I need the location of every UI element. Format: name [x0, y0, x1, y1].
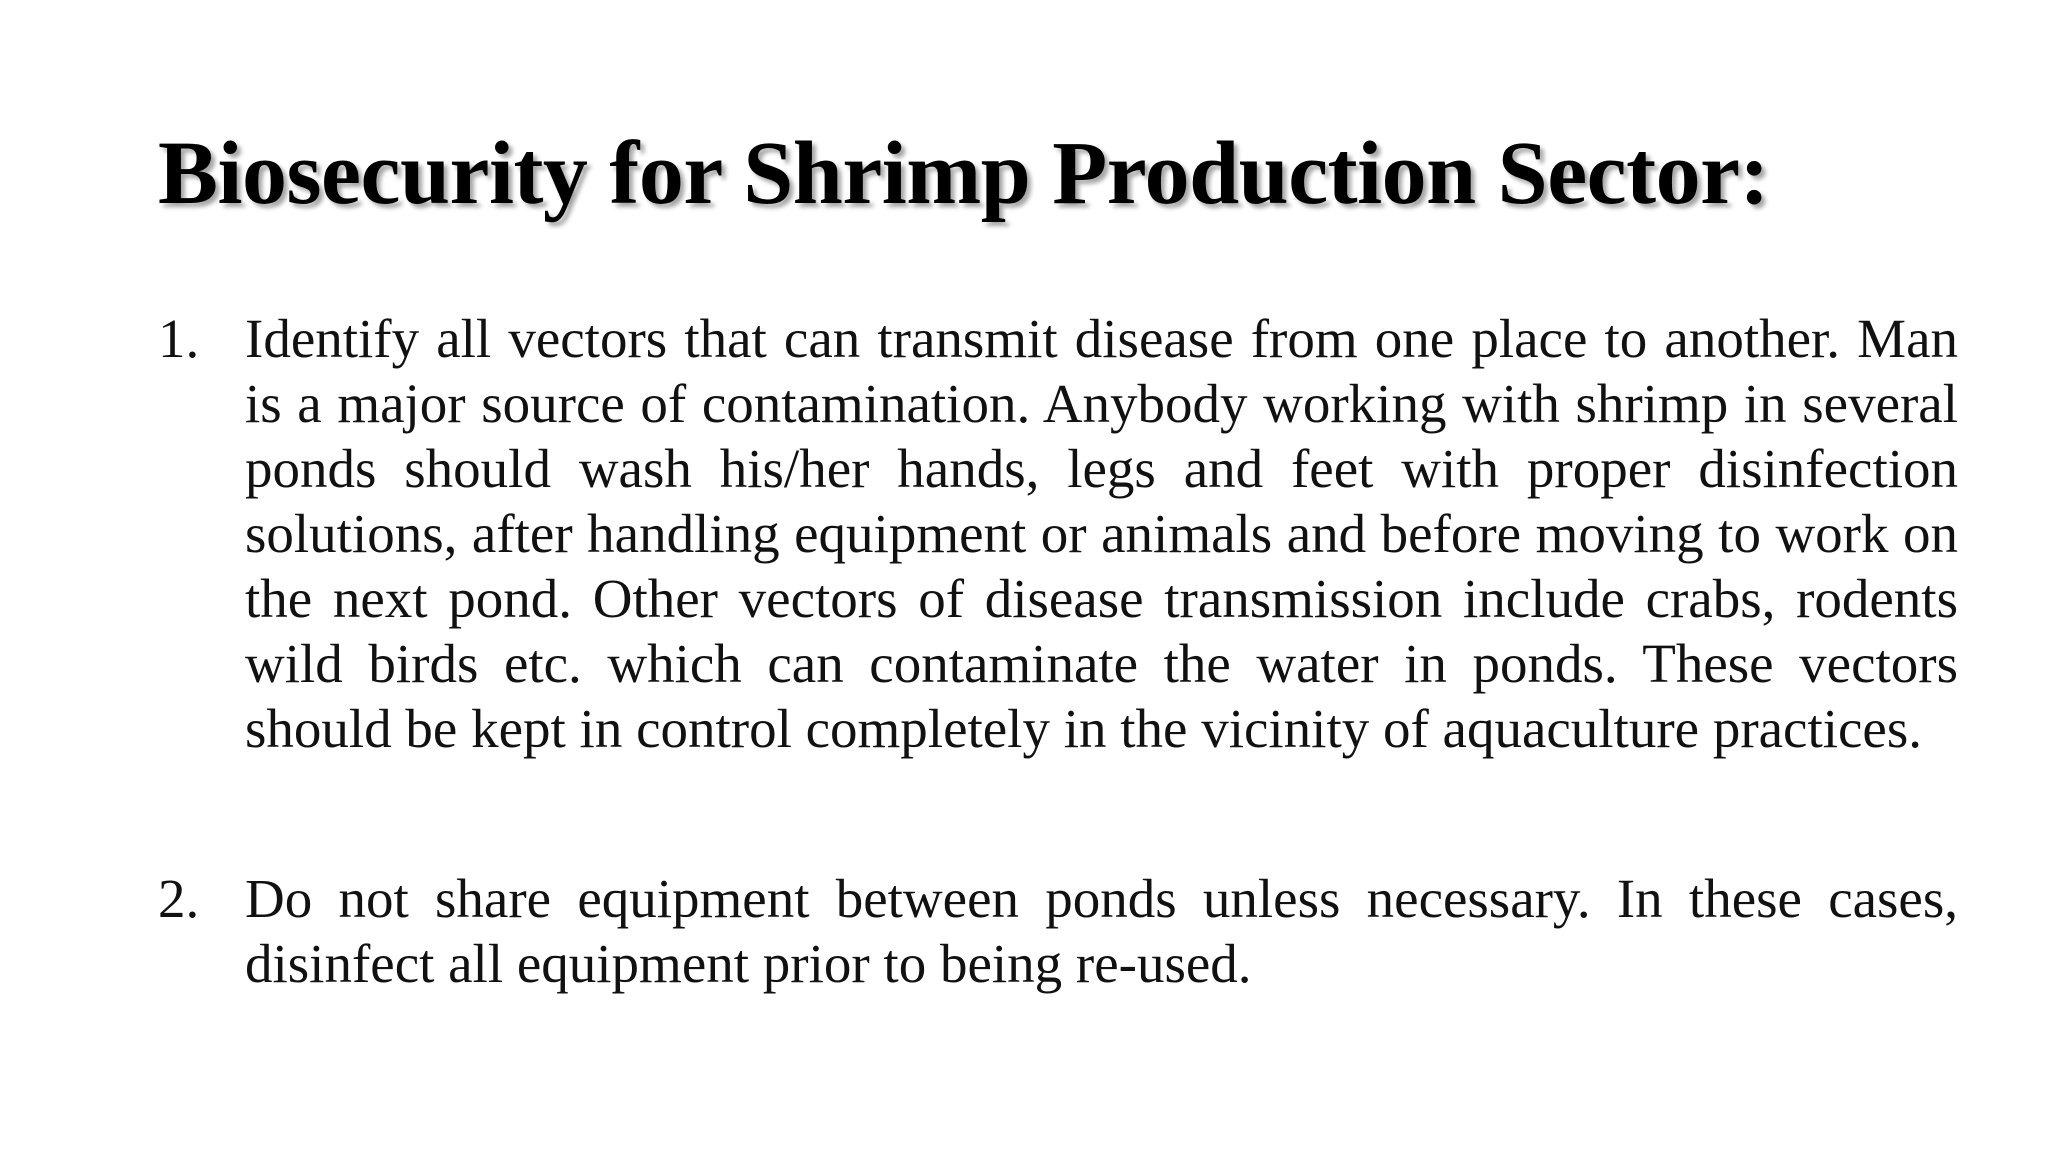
slide-title: Biosecurity for Shrimp Production Sector:	[158, 124, 1770, 223]
list-item-1	[158, 306, 1958, 761]
list-item-2	[158, 866, 1958, 996]
numbered-list	[158, 306, 1958, 996]
list-item-number: 2.	[158, 868, 200, 929]
list-item-text: Identify all vectors that can transmit disease from one place to another. Man is a major source of contamination. Anybody working with shrimp in several ponds should wash his/her hands, legs and feet with proper disinfection solutions, after handling equipment or animals and before moving to work on the next pond. Other vectors of disease transmission include crabs, rodents wild birds etc. which can contaminate the water in ponds. These vectors should be kept in control completely in the vicinity of aquaculture practices.	[245, 308, 1958, 759]
list-item-number: 1.	[158, 308, 200, 369]
list-item-text: Do not share equipment between ponds unless necessary. In these cases, disinfect all equipment prior to being re-used.	[245, 868, 1958, 994]
